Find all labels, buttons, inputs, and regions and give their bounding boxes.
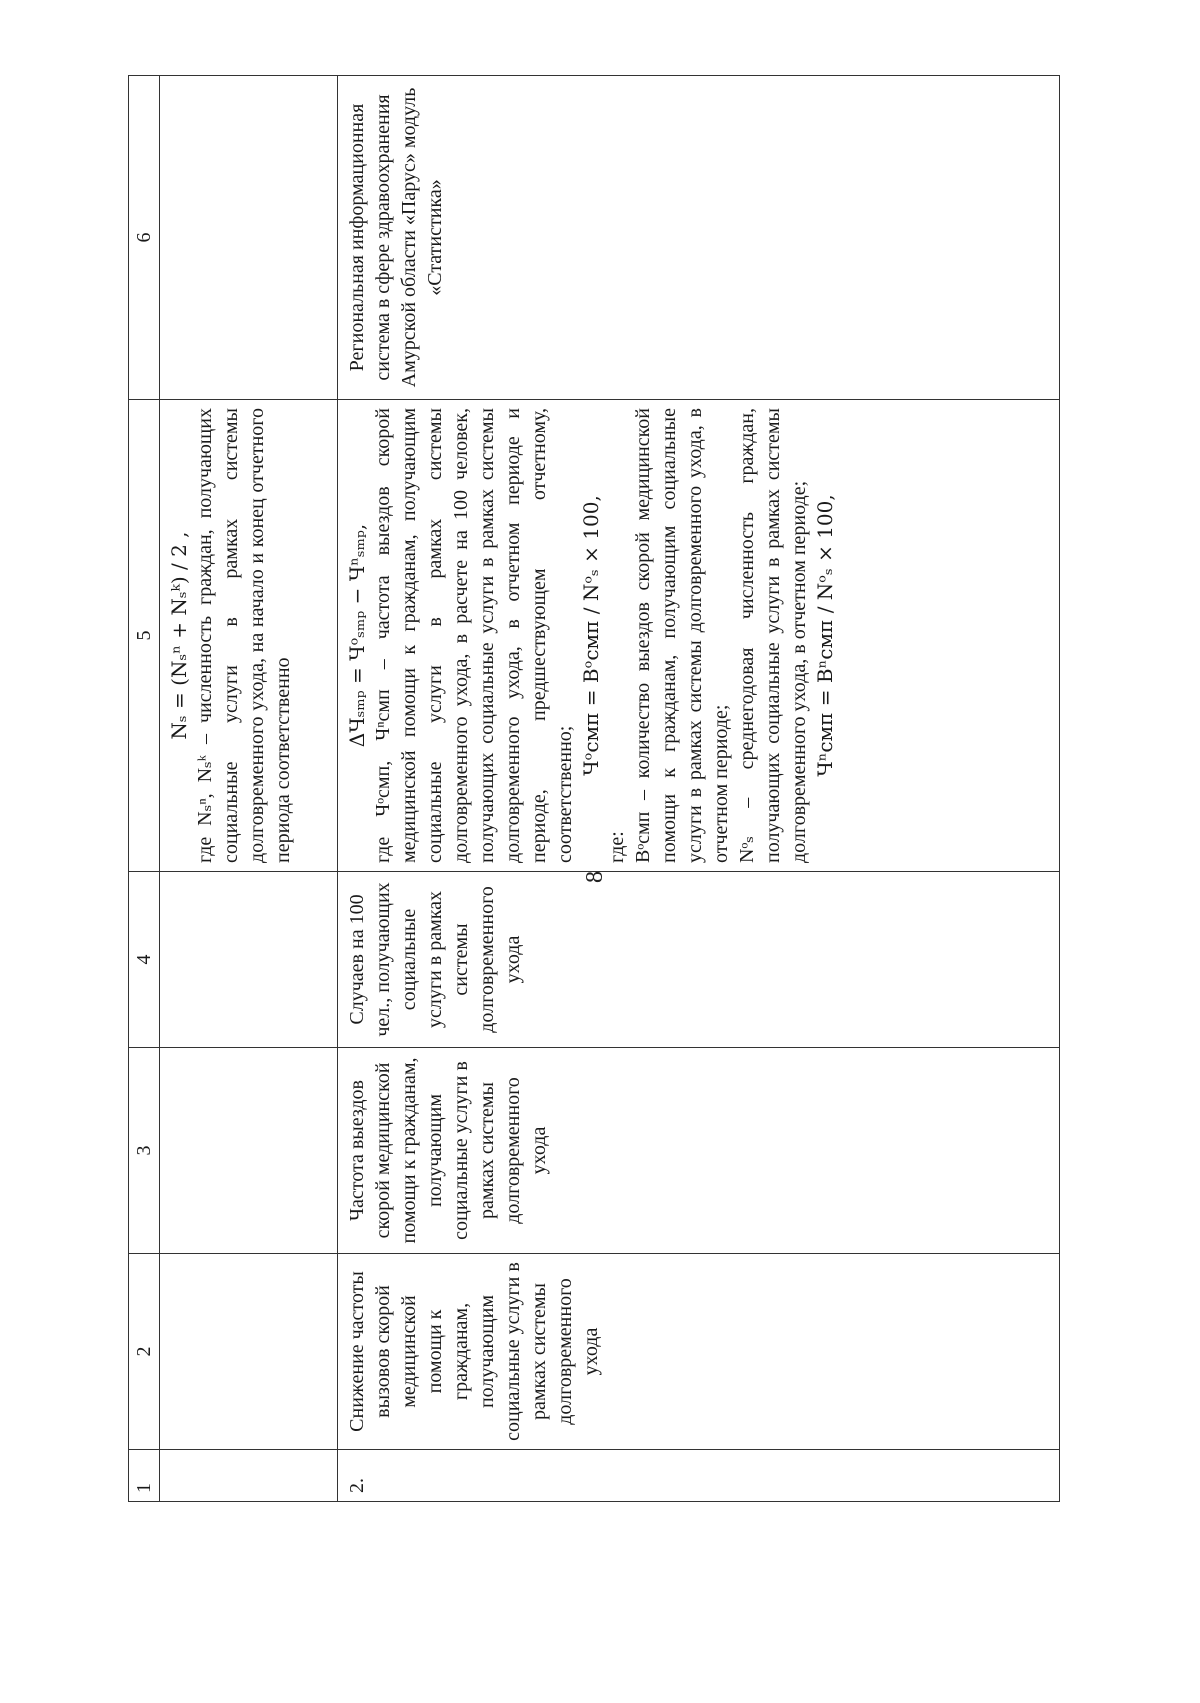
formula-ch-p: Чⁿсмп = Bⁿсмп / Nᵒₛ × 100, bbox=[813, 494, 837, 777]
formula-ch-o: Чᵒсмп = Bᵒсмп / Nᵒₛ × 100, bbox=[579, 495, 603, 776]
formula-n-explanation: Nᵒₛ – среднегодовая численность граждан, получающих социальные услуги в рамках системы долговременного ухода, в отчетном периоде; bbox=[736, 408, 810, 863]
table-row-continuation bbox=[160, 76, 338, 1502]
rotated-table-wrapper bbox=[128, 76, 1060, 1502]
header-col-4: 4 bbox=[129, 872, 160, 1048]
header-row bbox=[129, 76, 160, 1502]
formula-ns: Nₛ = (Nₛⁿ + Nₛᵏ) / 2 , bbox=[167, 531, 191, 740]
cell-empty bbox=[160, 1048, 338, 1254]
table-row-2 bbox=[338, 76, 1060, 1502]
header-col-2: 2 bbox=[129, 1254, 160, 1450]
cell-empty bbox=[160, 1450, 338, 1502]
header-col-5: 5 bbox=[129, 400, 160, 872]
cell-empty bbox=[160, 76, 338, 400]
formula-ns-explanation: где Nₛⁿ, Nₛᵏ – численность граждан, получающих социальные услуги в рамках системы долговременного ухода, на начало и конец отчетного периода соответственно bbox=[194, 408, 294, 863]
formula-delta: ΔЧₛₘₚ = Чᵒₛₘₚ − Чⁿₛₘₚ, bbox=[345, 523, 369, 748]
cell-empty bbox=[160, 872, 338, 1048]
indicator-name: Снижение частоты вызовов скорой медицинской помощи к гражданам, получающим социальные услуги в рамках системы долговременного ухода bbox=[338, 1254, 1060, 1450]
cell-formula-ns bbox=[160, 400, 338, 872]
cell-empty bbox=[160, 1254, 338, 1450]
page-number: 8 bbox=[582, 871, 608, 883]
header-col-6: 6 bbox=[129, 76, 160, 400]
unit-of-measure: Случаев на 100 чел., получающих социальные услуги в рамках системы долговременного ухода bbox=[338, 872, 1060, 1048]
where-label: где: bbox=[606, 831, 628, 863]
row-number: 2. bbox=[338, 1450, 1060, 1502]
header-col-3: 3 bbox=[129, 1048, 160, 1254]
indicator-description: Частота выездов скорой медицинской помощи к гражданам, получающим социальные услуги в рамках системы долговременного ухода bbox=[338, 1048, 1060, 1254]
header-col-1: 1 bbox=[129, 1450, 160, 1502]
formula-delta-explanation: где Чᵒсмп, Чⁿсмп – частота выездов скорой медицинской помощи к гражданам, получающим социальные услуги в рамках системы долговременного ухода, в расчете на 100 человек, получающих социальные услуги в рамках системы долговременного ухода, в отчетном периоде и периоде, предшествующем отчетному, соответственно; bbox=[372, 408, 576, 863]
data-source: Региональная информационная система в сфере здравоохранения Амурской области «Парус» модуль «Статистика» bbox=[338, 76, 1060, 400]
indicator-table bbox=[128, 75, 1060, 1502]
formula-b-explanation: Bᵒсмп – количество выездов скорой медицинской помощи к гражданам, получающим социальные услуги в рамках системы долговременного ухода, в отчетном периоде; bbox=[632, 408, 732, 863]
calculation-method bbox=[338, 400, 1060, 872]
